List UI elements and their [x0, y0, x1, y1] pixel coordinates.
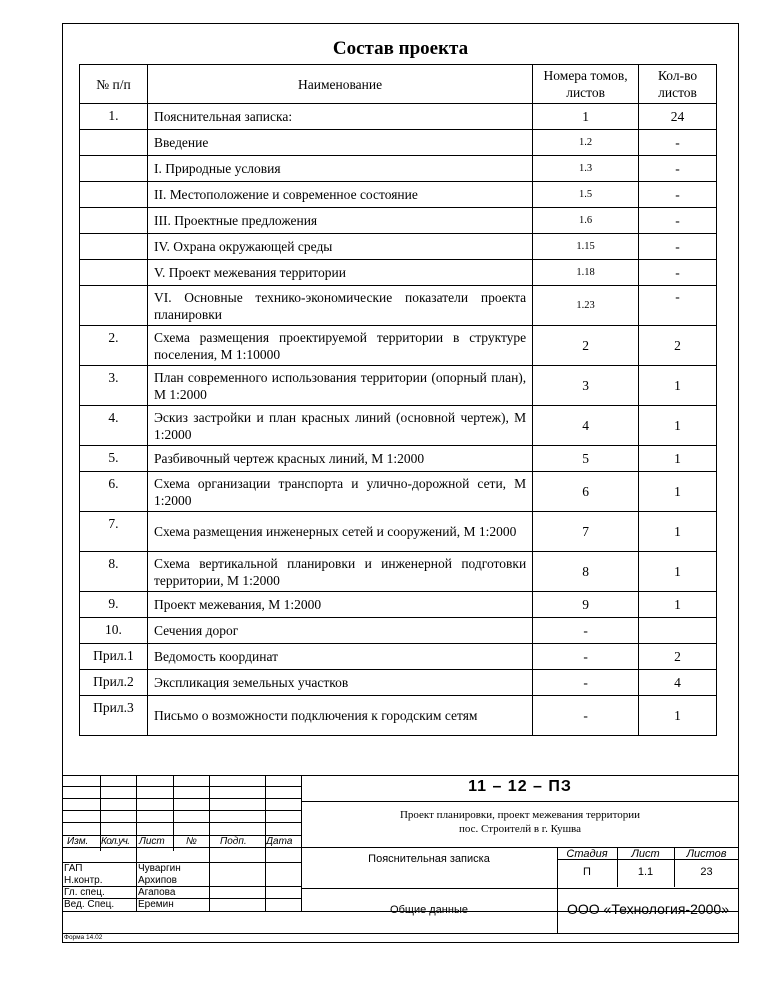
row-sheet-count: 1: [639, 696, 717, 736]
row-sheet-count: [639, 618, 717, 644]
row-volume: -: [533, 618, 639, 644]
section-name: Общие данные: [390, 904, 468, 916]
row-name: I. Природные условия: [147, 156, 532, 182]
table-row: [80, 156, 717, 182]
row-number: [80, 156, 148, 182]
name-chuvargin: Чуваргин: [138, 863, 181, 874]
row-volume: 1.18: [533, 260, 639, 286]
row-sheet-count: 1: [639, 472, 717, 512]
company-name: ООО «Технология-2000»: [566, 901, 729, 917]
document-code: 11 – 12 – ПЗ: [468, 778, 572, 795]
sheet-value: 1.1: [637, 866, 654, 878]
sheets-total-label: Листов: [686, 848, 727, 860]
row-volume: 1.6: [533, 208, 639, 234]
row-sheet-count: -: [639, 156, 717, 182]
row-sheet-count: 24: [639, 104, 717, 130]
row-number: Прил.1: [80, 644, 148, 670]
name-eremin: Еремин: [138, 899, 174, 910]
col-label-data: Дата: [266, 836, 293, 847]
row-name: Пояснительная записка:: [147, 104, 532, 130]
table-row: [80, 208, 717, 234]
row-name: Письмо о возможности подключения к городским сетям: [147, 696, 532, 736]
row-volume: 4: [533, 406, 639, 446]
table-row: [80, 260, 717, 286]
header-num: № п/п: [80, 65, 148, 104]
table-row: [80, 104, 717, 130]
row-sheet-count: -: [639, 182, 717, 208]
table-row: [80, 234, 717, 260]
row-number: 8.: [80, 552, 148, 592]
row-number: Прил.3: [80, 696, 148, 736]
row-name: Разбивочный чертеж красных линий, М 1:2000: [147, 446, 532, 472]
row-sheet-count: 1: [639, 592, 717, 618]
table-row: [80, 406, 717, 446]
row-number: [80, 260, 148, 286]
document-name: Пояснительная записка: [368, 853, 490, 865]
header-volumes: Номера томов, листов: [533, 65, 639, 104]
row-volume: -: [533, 670, 639, 696]
row-name: II. Местоположение и современное состояние: [147, 182, 532, 208]
row-name: Схема размещения инженерных сетей и сооружений, М 1:2000: [147, 512, 532, 552]
row-sheet-count: 1: [639, 366, 717, 406]
table-row: [80, 618, 717, 644]
row-sheet-count: 1: [639, 512, 717, 552]
row-name: Сечения дорог: [147, 618, 532, 644]
row-volume: 3: [533, 366, 639, 406]
row-sheet-count: 1: [639, 552, 717, 592]
sheets-total-value: 23: [700, 866, 713, 878]
project-title-line2: пос. Строителй в г. Кушва: [458, 823, 581, 835]
row-number: [80, 234, 148, 260]
row-number: 9.: [80, 592, 148, 618]
table-row: [80, 182, 717, 208]
row-number: [80, 130, 148, 156]
row-sheet-count: 4: [639, 670, 717, 696]
sheet-label: Лист: [631, 848, 660, 860]
table-row: [80, 644, 717, 670]
row-number: 5.: [80, 446, 148, 472]
row-name: Схема организации транспорта и улично-дорожной сети, М 1:2000: [147, 472, 532, 512]
role-gap: ГАП: [64, 863, 83, 874]
row-volume: 1.2: [533, 130, 639, 156]
row-name: Схема вертикальной планировки и инженерной подготовки территории, М 1:2000: [147, 552, 532, 592]
row-number: 6.: [80, 472, 148, 512]
role-ved-spec: Вед. Спец.: [64, 899, 115, 910]
row-number: 4.: [80, 406, 148, 446]
row-volume: 9: [533, 592, 639, 618]
table-row: [80, 592, 717, 618]
table-row: [80, 446, 717, 472]
row-sheet-count: 1: [639, 406, 717, 446]
row-number: [80, 182, 148, 208]
col-label-izm: Изм.: [67, 836, 89, 847]
table-row: [80, 512, 717, 552]
table-row: [80, 472, 717, 512]
table-row: [80, 552, 717, 592]
row-sheet-count: -: [639, 130, 717, 156]
row-name: V. Проект межевания территории: [147, 260, 532, 286]
row-sheet-count: -: [639, 286, 717, 326]
row-volume: 1.23: [533, 286, 639, 326]
table-row: [80, 130, 717, 156]
row-number: Прил.2: [80, 670, 148, 696]
stage-label: Стадия: [566, 848, 608, 860]
header-sheet-count: Кол-во листов: [639, 65, 717, 104]
project-title-line1: Проект планировки, проект межевания территории: [399, 809, 641, 821]
table-row: [80, 326, 717, 366]
row-sheet-count: 2: [639, 644, 717, 670]
row-volume: -: [533, 644, 639, 670]
table-row: [80, 286, 717, 326]
table-body: [80, 104, 717, 736]
row-volume: 7: [533, 512, 639, 552]
row-name: IV. Охрана окружающей среды: [147, 234, 532, 260]
row-volume: 1.15: [533, 234, 639, 260]
row-number: [80, 286, 148, 326]
col-label-list: Лист: [139, 836, 165, 847]
row-name: План современного использования территории (опорный план), М 1:2000: [147, 366, 532, 406]
row-name: Экспликация земельных участков: [147, 670, 532, 696]
header-name: Наименование: [147, 65, 532, 104]
row-name: Введение: [147, 130, 532, 156]
row-name: Эскиз застройки и план красных линий (основной чертеж), М 1:2000: [147, 406, 532, 446]
row-sheet-count: -: [639, 234, 717, 260]
row-volume: 6: [533, 472, 639, 512]
row-volume: 1.3: [533, 156, 639, 182]
title-block: [62, 775, 739, 943]
row-volume: 1: [533, 104, 639, 130]
project-contents-table: [79, 64, 717, 736]
col-label-koluch: Кол.уч.: [101, 836, 130, 847]
table-row: [80, 696, 717, 736]
row-name: Проект межевания, М 1:2000: [147, 592, 532, 618]
row-number: 7.: [80, 512, 148, 552]
page-title: Состав проекта: [332, 38, 469, 59]
row-sheet-count: 2: [639, 326, 717, 366]
row-number: 1.: [80, 104, 148, 130]
row-volume: 2: [533, 326, 639, 366]
row-volume: 1.5: [533, 182, 639, 208]
row-name: III. Проектные предложения: [147, 208, 532, 234]
row-volume: 5: [533, 446, 639, 472]
row-name: VI. Основные технико-экономические показатели проекта планировки: [147, 286, 532, 326]
row-number: 2.: [80, 326, 148, 366]
name-agapova: Агапова: [138, 887, 176, 898]
row-sheet-count: -: [639, 208, 717, 234]
form-number: Форма 14.02: [64, 934, 103, 941]
role-nkontr: Н.контр.: [64, 875, 103, 886]
row-number: 3.: [80, 366, 148, 406]
table-row: [80, 670, 717, 696]
row-number: 10.: [80, 618, 148, 644]
table-row: [80, 366, 717, 406]
stage-value: П: [583, 866, 591, 878]
name-arkhipov: Архипов: [138, 875, 177, 886]
row-name: Ведомость координат: [147, 644, 532, 670]
col-label-no: №: [186, 836, 197, 847]
col-label-podp: Подп.: [220, 836, 247, 847]
row-volume: 8: [533, 552, 639, 592]
role-gl-spec: Гл. спец.: [64, 887, 105, 898]
row-volume: -: [533, 696, 639, 736]
row-name: Схема размещения проектируемой территории в структуре поселения, М 1:10000: [147, 326, 532, 366]
row-sheet-count: -: [639, 260, 717, 286]
row-number: [80, 208, 148, 234]
row-sheet-count: 1: [639, 446, 717, 472]
